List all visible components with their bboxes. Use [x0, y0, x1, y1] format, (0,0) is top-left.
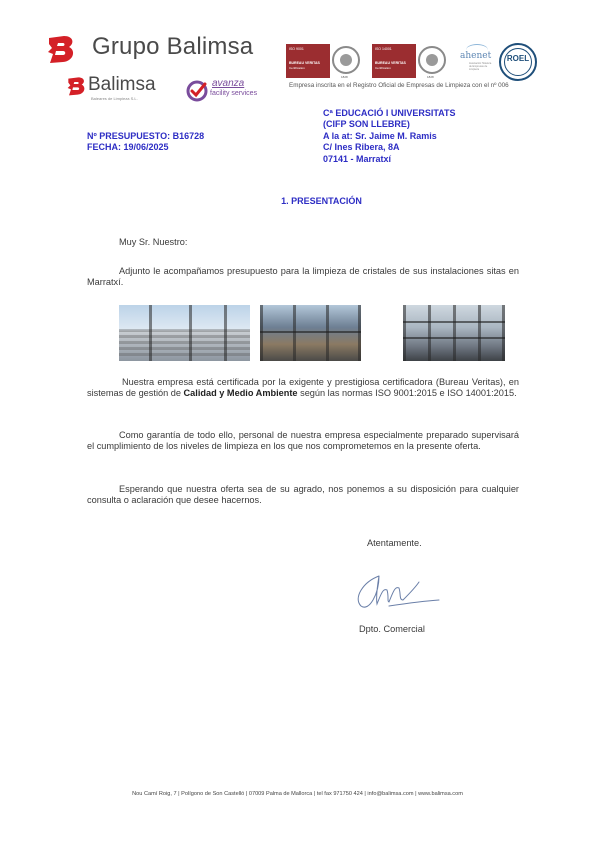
bureau-veritas-seal-icon: [332, 46, 360, 74]
avanza-name: avanza: [212, 78, 245, 89]
section-title: 1. PRESENTACIÓN: [281, 196, 362, 206]
iso-14001-certificate-badge: ISO 14001 BUREAU VERITAS Certification 1828: [372, 44, 450, 78]
greeting: Muy Sr. Nuestro:: [119, 237, 188, 247]
glass-doors-photo: [260, 305, 361, 361]
building-facade-photo: [119, 305, 250, 361]
recipient-line-2: (CIFP SON LLEBRE): [323, 119, 410, 129]
roel-logo: ROEL: [499, 43, 537, 81]
recipient-line-3: A la at: Sr. Jaime M. Ramis: [323, 131, 437, 141]
ahenet-logo: ahenet Asociación Hotelera de Empresas de Limpieza: [460, 44, 494, 80]
recipient-line-1: Cª EDUCACIÓ I UNIVERSITATS: [323, 108, 456, 118]
avanza-logo-icon: [186, 80, 208, 102]
brand-subtitle: Baleares de Limpieza S.L.: [91, 96, 138, 101]
avanza-subtitle: facility services: [210, 90, 258, 97]
recipient-line-4: C/ Ines Ribera, 8A: [323, 142, 400, 152]
budget-number: Nº PRESUPUESTO: B16728: [87, 131, 205, 141]
paragraph-closing: Esperando que nuestra oferta sea de su agrado, nos ponemos a su disposición para cualquier consulta o aclaración que desee hacernos.: [87, 484, 519, 505]
footer-contact-info: Nou Camí Roig, 7 | Polígono de Son Castelló | 07009 Palma de Mallorca | tel fax 971750 424 | info@balimsa.com | www.balimsa.com: [132, 791, 463, 797]
grupo-balimsa-logo-mark: [46, 34, 78, 64]
classroom-windows-photo: [403, 305, 505, 361]
paragraph-intro: Adjunto le acompañamos presupuesto para la limpieza de cristales de sus instalaciones sitas en Marratxí.: [87, 266, 519, 287]
balimsa-logo-mark: [66, 76, 88, 96]
handwritten-signature: [349, 568, 441, 610]
paragraph-certification: Nuestra empresa está certificada por la exigente y prestigiosa certificadora (Bureau Veritas), en sistemas de gestión de Calidad y Medio Ambiente según las normas ISO 9001:2015 e ISO 14001:2015.: [87, 377, 519, 398]
bureau-veritas-seal-icon: [418, 46, 446, 74]
recipient-line-5: 07141 - Marratxí: [323, 154, 392, 164]
paragraph-guarantee: Como garantía de todo ello, personal de nuestra empresa especialmente preparado supervisará el cumplimiento de los niveles de limpieza en los que nos comprometemos en la presente oferta.: [87, 430, 519, 451]
group-name: Grupo Balimsa: [92, 33, 254, 60]
iso-9001-certificate-badge: ISO 9001 BUREAU VERITAS Certification 1828: [286, 44, 364, 78]
department-signature: Dpto. Comercial: [359, 624, 425, 634]
budget-date: FECHA: 19/06/2025: [87, 142, 169, 152]
brand-name: Balimsa: [88, 74, 156, 95]
closing-salutation: Atentamente.: [367, 538, 422, 548]
registry-note: Empresa inscrita en el Registro Oficial de Empresas de Limpieza con el nº 006: [289, 82, 509, 89]
